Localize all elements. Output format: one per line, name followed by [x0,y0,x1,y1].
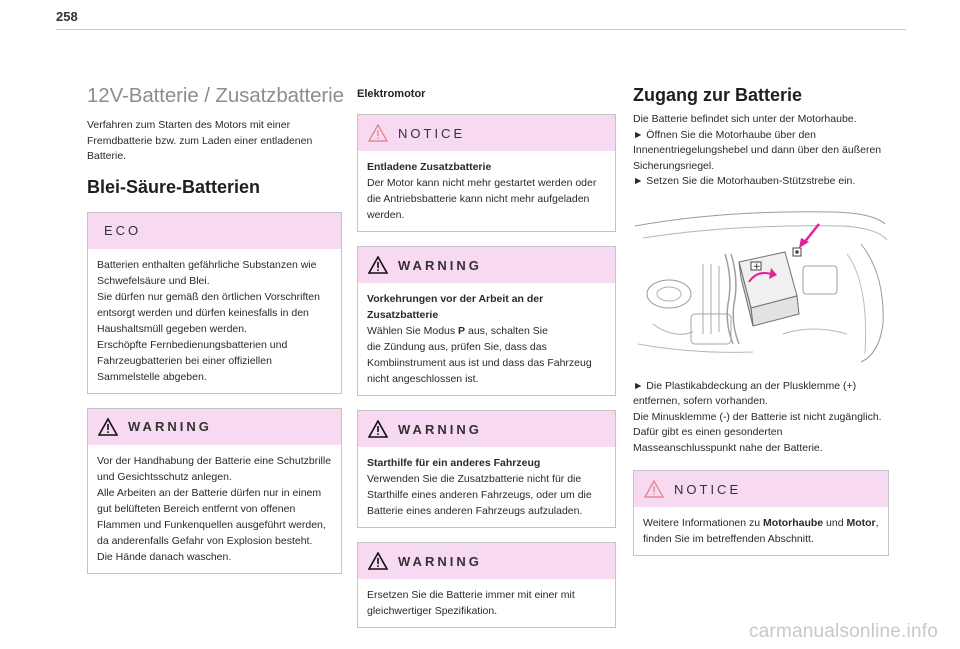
warning-label: WARNING [398,553,482,569]
svg-text:+: + [753,261,761,272]
eco-box-header: ECO [88,213,341,249]
warning-triangle-icon [368,552,388,570]
warning-box-text: Vor der Handhabung der Batterie eine Schutzbrille und Gesichtsschutz anlegen. Alle Arbeiten an der Batterie dürfen nur in einem gut belüfteten Bereich entfernt von offenen Flammen und Funkenquellen ausgeführt werden, da anderenfalls Gefahr von Explosion besteht. Die Hände danach waschen. [97,454,332,563]
warning-heading: Vorkehrungen vor der Arbeit an der Zusatzbatterie [367,293,544,321]
notice-box-more-info [633,470,889,556]
page-number: 258 [56,9,78,24]
section-title-lead-acid: Blei-Säure-Batterien [87,176,261,197]
warning-box-header [358,247,615,283]
header-divider [56,29,906,30]
warning-box-replace [357,542,616,628]
mode-p: P [458,325,466,337]
warning-text: Verwenden Sie die Zusatzbatterie nicht für die Starthilfe eines anderen Fahrzeugs, oder um die Batterie eines anderen Fahrzeugs aufzuladen. [367,473,592,517]
notice-box [357,114,616,232]
column-3 [633,84,889,570]
eco-box-text: Batterien enthalten gefährliche Substanzen wie Schwefelsäure und Blei. Sie dürfen nur gemäß den örtlichen Vorschriften entsorgt werden und dürfen keinesfalls in den Haushaltsmüll gegeben werden. Erschöpfte Fernbedienungsbatterien und Fahrzeugbatterien bei einer offiziellen Sammelstelle abgeben. [97,258,320,383]
column-1 [87,84,342,588]
battery-access-steps: Die Batterie befindet sich unter der Motorhaube. ► Öffnen Sie die Motorhaube über den Innenentriegelungshebel und dann über den äußeren Sicherungsriegel. ► Setzen Sie die Motorhauben-Stützstrebe ein. [633,113,882,187]
notice-label: NOTICE [674,481,742,497]
warning-heading: Starthilfe für ein anderes Fahrzeug [367,457,541,469]
notice-label: NOTICE [398,125,466,141]
warning-box-header [358,411,615,447]
warning-box-jump-start [357,410,616,528]
warning-text: Ersetzen Sie die Batterie immer mit einer mit gleichwertiger Spezifikation. [367,589,575,617]
notice-text: Der Motor kann nicht mehr gestartet werden oder die Antriebsbatterie kann nicht mehr aufgeladen werden. [367,177,597,221]
notice-box-header [634,471,888,507]
intro-text: Verfahren zum Starten des Motors mit einer Fremdbatterie bzw. zum Laden einer entladenen Batterie. [87,119,313,162]
notice-text: Weitere Informationen zu Motorhaube und Motor, finden Sie im betreffenden Abschnitt. [643,517,879,545]
page-title: 12V-Batterie / Zusatzbatterie [87,84,344,107]
warning-triangle-icon [368,420,388,438]
link-motorhaube[interactable]: Motorhaube [763,517,824,529]
warning-label: WARNING [398,257,482,273]
warning-box-header [358,543,615,579]
notice-heading: Entladene Zusatzbatterie [367,161,492,173]
column-2 [357,84,616,642]
notice-box-header [358,115,615,151]
warning-triangle-icon [98,418,118,436]
warning-label: WARNING [398,421,482,437]
notice-triangle-icon [368,124,388,142]
warning-box [87,408,342,574]
warning-triangle-icon [368,256,388,274]
electric-motor-heading: Elektromotor [357,88,426,100]
battery-access-title: Zugang zur Batterie [633,85,803,105]
link-motor[interactable]: Motor [846,517,876,529]
watermark: carmanualsonline.info [748,621,938,642]
warning-label: WARNING [128,419,212,434]
notice-triangle-icon [644,480,664,498]
engine-bay-battery-illustration [633,204,889,364]
warning-text: Wählen Sie Modus P aus, schalten Sie die Zündung aus, prüfen Sie, dass das Kombiinstrument aus ist und dass das Fahrzeug nicht angeschlossen ist. [367,325,592,385]
warning-box-precautions [357,246,616,396]
warning-box-header [88,409,341,445]
terminal-instructions: ► Die Plastikabdeckung an der Plusklemme (+) entfernen, sofern vorhanden. Die Minusklemme (-) der Batterie ist nicht zugänglich. Dafür gibt es einen gesonderten Masseanschlusspunkt nahe der Batterie. [633,379,882,454]
eco-box [87,212,342,394]
